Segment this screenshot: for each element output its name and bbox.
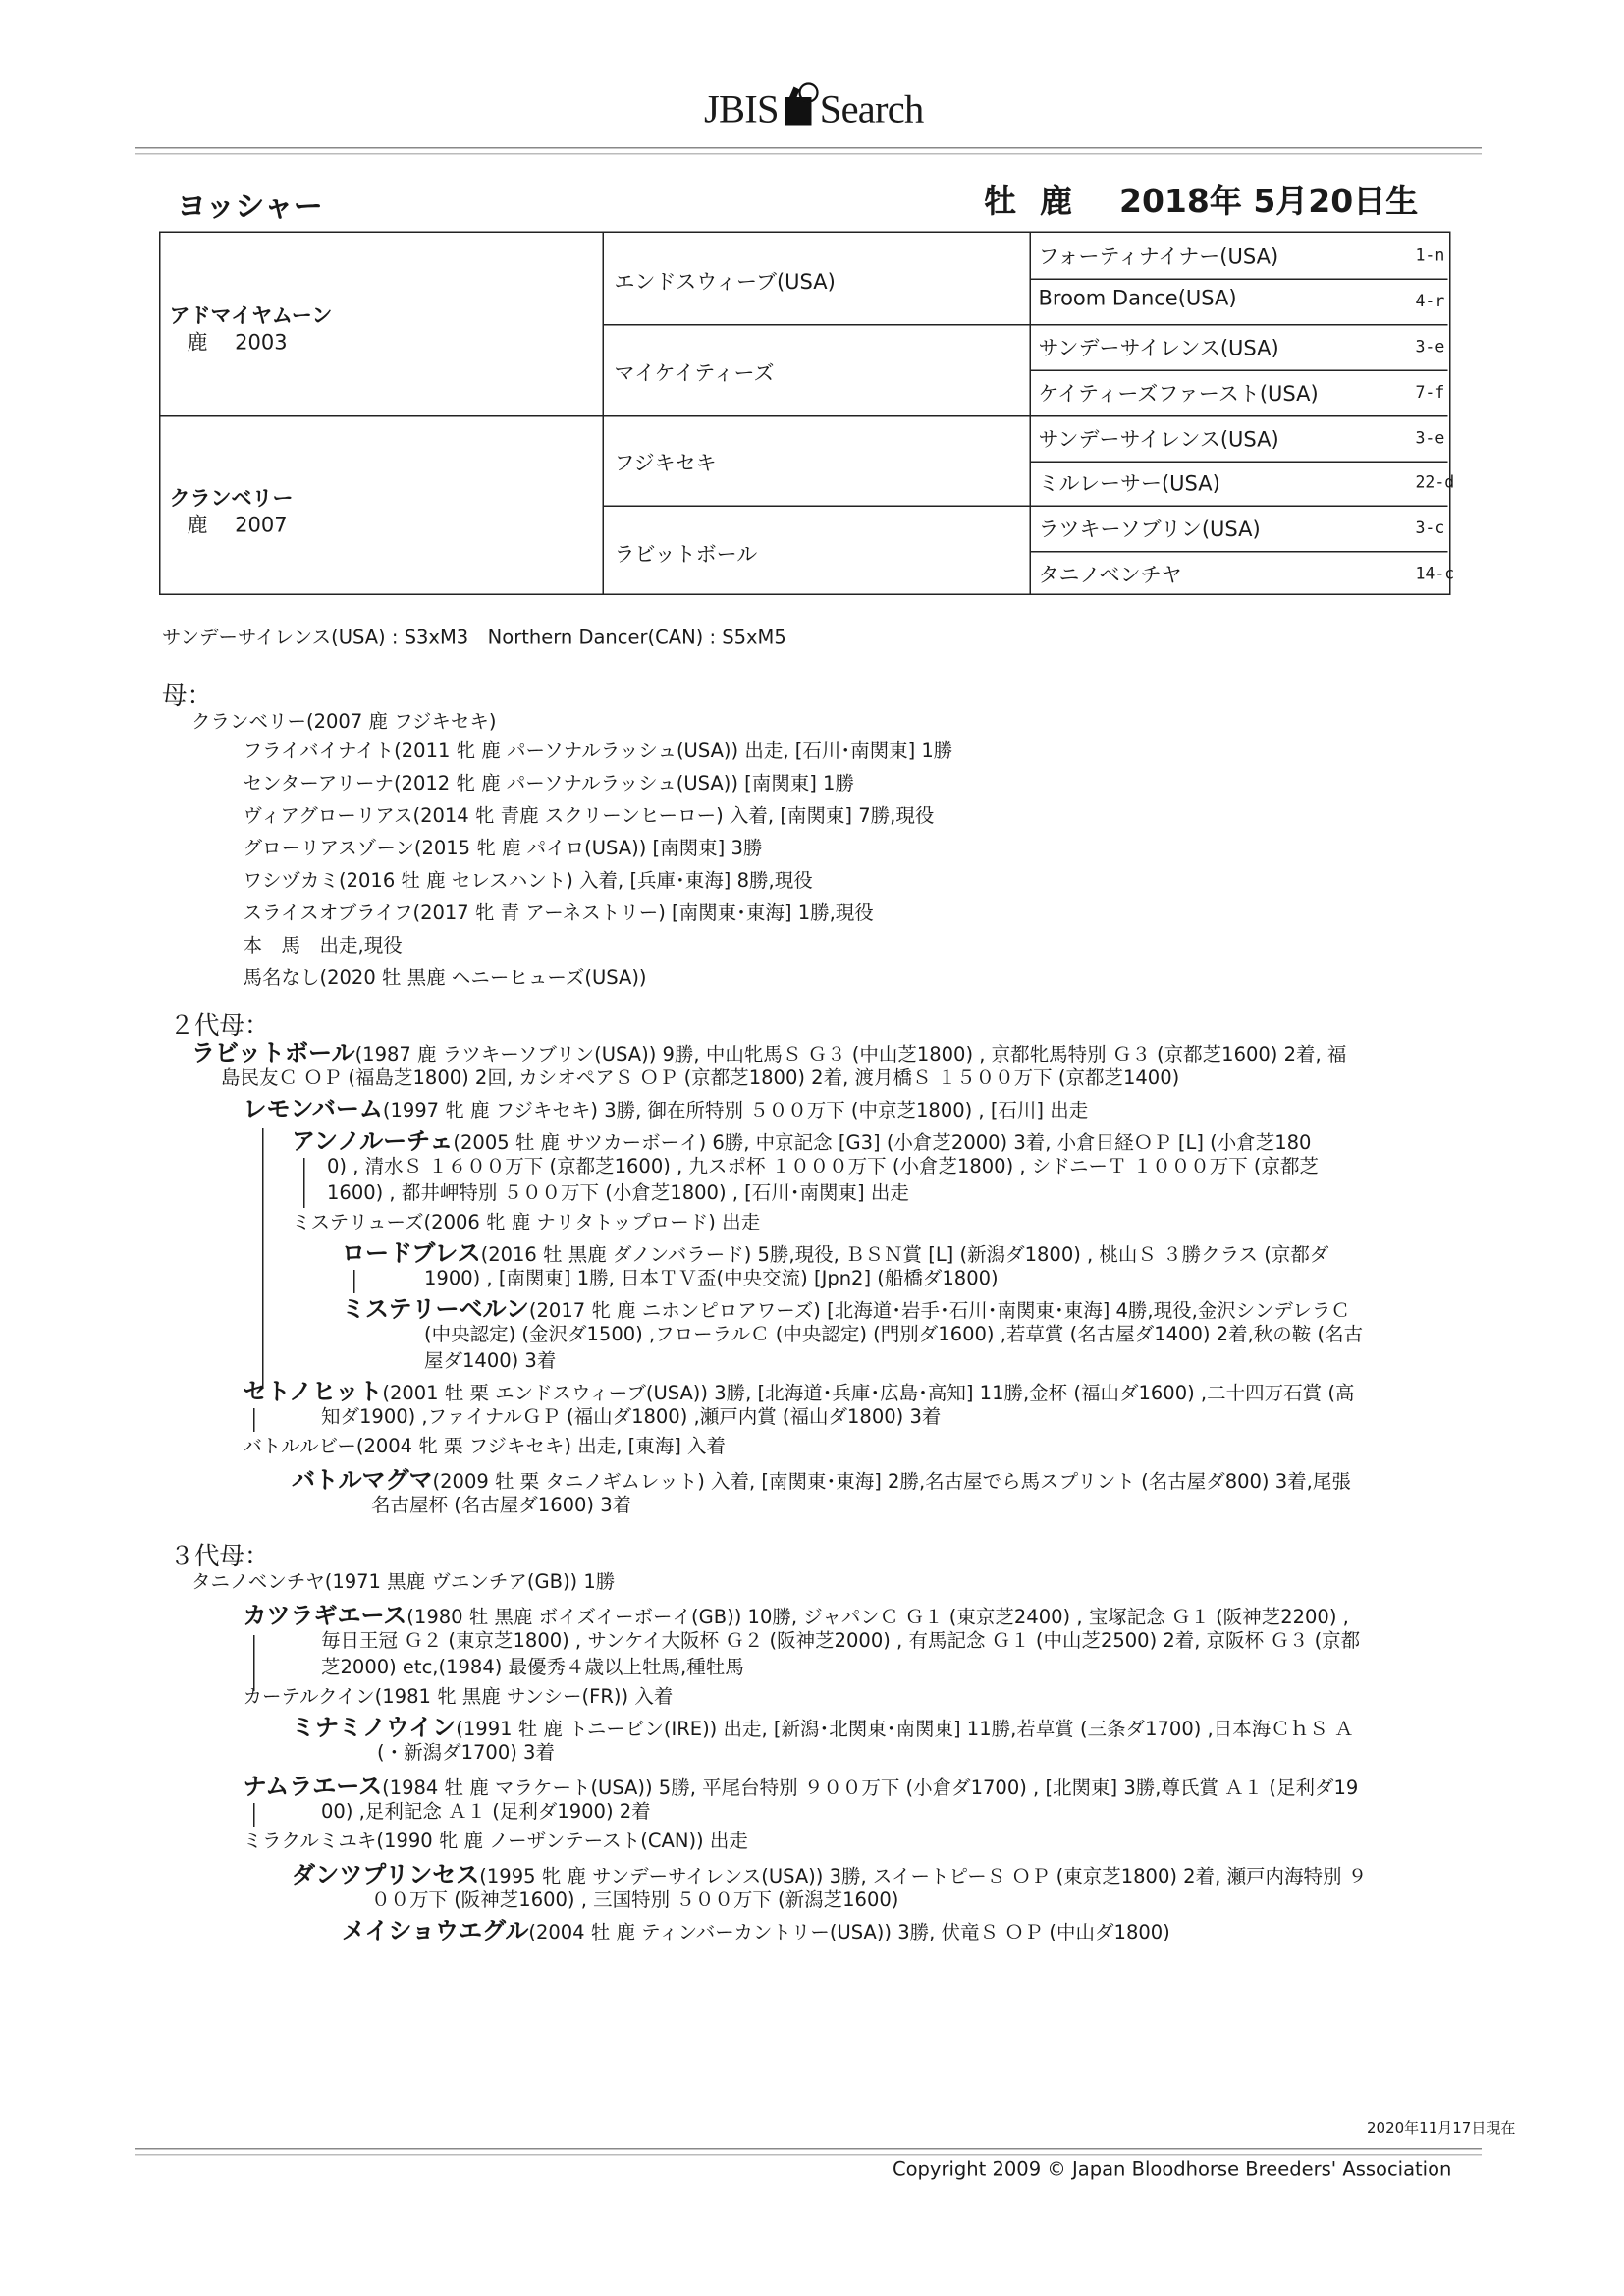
family-line: (・新潟ダ1700) 3着: [377, 1742, 555, 1765]
pedigree-divider: [603, 506, 1448, 508]
family-line: 屋ダ1400) 3着: [424, 1350, 557, 1373]
family-line: ００万下 (阪神芝1600) , 三国特別 ５００万下 (新潟芝1600): [371, 1889, 899, 1912]
dam-color-year: 鹿 2007: [187, 514, 288, 538]
gen3-ancestor: ミルレーサー(USA): [1038, 472, 1220, 497]
family-line: ミナミノウイン(1991 牡 鹿 トニービン(IRE)) 出走, [新潟･北関東･南関東] 11勝,若草賞 (三条ダ1700) ,日本海ＣｈＳ Ａ: [292, 1713, 1354, 1741]
gen3-ancestor: タニノベンチヤ: [1038, 564, 1182, 588]
horse-color: 鹿: [1040, 184, 1073, 221]
family-line: 芝2000) etc,(1984) 最優秀４歳以上牡馬,種牡馬: [321, 1657, 744, 1679]
family-line: クランベリー(2007 鹿 フジキセキ): [191, 711, 497, 734]
section-heading-dam: 母：: [162, 682, 212, 712]
family-line: ダンツプリンセス(1995 牝 鹿 サンデーサイレンス(USA)) 3勝, スイートピーＳ ＯＰ (東京芝1800) 2着, 瀬戸内海特別 ９: [292, 1860, 1368, 1888]
family-line: レモンバーム(1997 牝 鹿 フジキセキ) 3勝, 御在所特別 ５００万下 (中京芝1800) , [石川] 出走: [243, 1094, 1089, 1122]
gen3-ancestor: サンデーサイレンス(USA): [1038, 337, 1279, 361]
pedigree-divider: [1030, 279, 1448, 281]
gen2-ancestor: マイケイティーズ: [614, 362, 775, 386]
pedigree-divider: [1030, 462, 1448, 464]
copyright-notice: Copyright 2009 © Japan Bloodhorse Breeders' Association: [893, 2159, 1452, 2182]
gen2-ancestor: エンドスウィーブ(USA): [614, 271, 836, 295]
family-line: 馬名なし(2020 牡 黒鹿 ヘニーヒューズ(USA)): [243, 967, 647, 990]
logo-text-left: JBIS: [704, 86, 779, 132]
family-line: フライバイナイト(2011 牝 鹿 パーソナルラッシュ(USA)) 出走, [石川･南関東] 1勝: [243, 740, 953, 763]
family-number: 3-c: [1415, 519, 1445, 538]
gen3-ancestor: サンデーサイレンス(USA): [1038, 428, 1279, 453]
family-number: 1-n: [1415, 246, 1445, 265]
family-line: 島民友Ｃ ＯＰ (福島芝1800) 2回, カシオペアＳ ＯＰ (京都芝1800) 2着, 渡月橋Ｓ １５００万下 (京都芝1400): [221, 1067, 1180, 1090]
family-line: センターアリーナ(2012 牝 鹿 パーソナルラッシュ(USA)) [南関東] 1勝: [243, 773, 854, 795]
family-line: 毎日王冠 Ｇ２ (東京芝1800) , サンケイ大阪杯 Ｇ２ (阪神芝2000) , 有馬記念 Ｇ１ (中山芝2500) 2着, 京阪杯 Ｇ３ (京都: [321, 1630, 1361, 1653]
jbis-search-logo: [704, 82, 924, 137]
family-number: 14-c: [1415, 564, 1455, 583]
family-line: メイショウエグル(2004 牡 鹿 ティンバーカントリー(USA)) 3勝, 伏竜Ｓ ＯＰ (中山ダ1800): [342, 1916, 1170, 1944]
sire-name: アドマイヤムーン: [169, 304, 333, 329]
family-line: (中央認定) (金沢ダ1500) ,フローラルＣ (中央認定) (門別ダ1600) ,若草賞 (名古屋ダ1400) 2着,秋の鞍 (名古: [424, 1324, 1364, 1346]
pedigree-table: [159, 232, 1455, 596]
horse-birth-date: 2018年 5月20日生: [1119, 184, 1419, 221]
sire-color-year: 鹿 2003: [187, 331, 288, 355]
footer-rule: [135, 2148, 1482, 2156]
family-line: 1900) , [南関東] 1勝, 日本ＴＶ盃(中央交流) [Jpn2] (船橋ダ1800): [424, 1268, 999, 1290]
family-number: 22-d: [1415, 472, 1455, 492]
family-line: ワシヅカミ(2016 牡 鹿 セレスハント) 入着, [兵庫･東海] 8勝,現役: [243, 870, 813, 893]
horse-name: ヨッシャー: [177, 189, 323, 224]
pedigree-divider: [603, 233, 605, 594]
family-line: ヴィアグローリアス(2014 牝 青鹿 スクリーンヒーロー) 入着, [南関東] 7勝,現役: [243, 805, 935, 828]
family-line: 1600) , 都井岬特別 ５００万下 (小倉芝1800) , [石川･南関東] 出走: [327, 1182, 909, 1205]
family-line: 0) , 清水Ｓ １６００万下 (京都芝1600) , 九スポ杯 １０００万下 (小倉芝1800) , シドニーＴ １０００万下 (京都芝: [327, 1156, 1320, 1178]
family-line: グローリアスゾーン(2015 牝 鹿 パイロ(USA)) [南関東] 3勝: [243, 838, 763, 860]
family-number: 3-e: [1415, 337, 1445, 356]
family-line: アンノルーチェ(2005 牡 鹿 サツカーボーイ) 6勝, 中京記念 [G3] (小倉芝2000) 3着, 小倉日経ＯＰ [L] (小倉芝180: [292, 1126, 1312, 1155]
gen2-ancestor: フジキセキ: [614, 452, 717, 476]
family-line: ロードブレス(2016 牡 黒鹿 ダノンバラード) 5勝,現役, ＢＳＮ賞 [L] (新潟ダ1800) , 桃山Ｓ ３勝クラス (京都ダ: [342, 1238, 1329, 1267]
family-line: セトノヒット(2001 牡 栗 エンドスウィーブ(USA)) 3勝, [北海道･兵庫･広島･高知] 11勝,金杯 (福山ダ1600) ,二十四万石賞 (高: [243, 1377, 1355, 1405]
pedigree-divider: [603, 324, 1448, 326]
gen3-ancestor: ケイティーズファースト(USA): [1038, 383, 1319, 407]
family-number: 7-f: [1415, 383, 1445, 403]
family-number: 4-r: [1415, 292, 1445, 311]
gen3-ancestor: フォーティナイナー(USA): [1038, 246, 1279, 270]
family-line: 名古屋杯 (名古屋ダ1600) 3着: [371, 1495, 632, 1517]
family-line: バトルルビー(2004 牝 栗 フジキセキ) 出走, [東海] 入着: [243, 1436, 727, 1458]
lineage-bar: [253, 1803, 255, 1827]
section-heading-second-dam: ２代母：: [169, 1011, 270, 1042]
pedigree-divider: [161, 415, 1448, 417]
family-line: ミステリーベルン(2017 牝 鹿 ニホンピロアワーズ) [北海道･岩手･石川･南関東･東海] 4勝,現役,金沢シンデレラＣ: [342, 1294, 1350, 1323]
gen3-ancestor: ラツキーソブリン(USA): [1038, 519, 1261, 542]
lineage-bar: [253, 1635, 255, 1691]
family-line: ミラクルミユキ(1990 牝 鹿 ノーザンテースト(CAN)) 出走: [243, 1831, 748, 1853]
horse-bucket-icon: [780, 82, 818, 137]
logo-text-right: Search: [819, 86, 924, 132]
inbreeding-note: サンデーサイレンス(USA) : S3xM3 Northern Dancer(CAN) : S5xM5: [162, 628, 786, 650]
family-line: 本 馬 出走,現役: [243, 935, 403, 957]
header-rule: [135, 147, 1482, 155]
pedigree-divider: [1030, 551, 1448, 553]
family-line: カーテルクイン(1981 牝 黒鹿 サンシー(FR)) 入着: [243, 1686, 674, 1709]
family-line: 知ダ1900) ,ファイナルＧＰ (福山ダ1800) ,瀬戸内賞 (福山ダ1800) 3着: [321, 1406, 942, 1429]
lineage-bar: [303, 1158, 305, 1208]
gen3-ancestor: Broom Dance(USA): [1038, 287, 1237, 311]
family-line: バトルマグマ(2009 牡 栗 タニノギムレット) 入着, [南関東･東海] 2勝,名古屋でら馬スプリント (名古屋ダ800) 3着,尾張: [292, 1465, 1351, 1494]
section-heading-third-dam: ３代母：: [169, 1542, 270, 1572]
as-of-date: 2020年11月17日現在: [1367, 2121, 1516, 2138]
family-line: タニノベンチヤ(1971 黒鹿 ヴエンチア(GB)) 1勝: [191, 1571, 616, 1594]
lineage-bar: [253, 1408, 255, 1432]
gen2-ancestor: ラビットボール: [614, 543, 758, 568]
lineage-bar: [353, 1270, 355, 1293]
pedigree-divider: [1030, 233, 1032, 594]
family-number: 3-e: [1415, 428, 1445, 448]
dam-name: クランベリー: [169, 487, 294, 512]
family-line: ラビットボール(1987 鹿 ラツキーソブリン(USA)) 9勝, 中山牝馬Ｓ Ｇ３ (中山芝1800) , 京都牝馬特別 Ｇ３ (京都芝1600) 2着, 福: [191, 1038, 1347, 1066]
family-line: カツラギエース(1980 牡 黒鹿 ボイズイーボーイ(GB)) 10勝, ジャパンＣ Ｇ１ (東京芝2400) , 宝塚記念 Ｇ１ (阪神芝2200) ,: [243, 1601, 1349, 1629]
horse-sex: 牡: [984, 184, 1017, 221]
family-line: ナムラエース(1984 牡 鹿 マラケート(USA)) 5勝, 平尾台特別 ９００万下 (小倉ダ1700) , [北関東] 3勝,尊氏賞 Ａ１ (足利ダ19: [243, 1772, 1359, 1800]
pedigree-divider: [1030, 370, 1448, 372]
family-line: ミステリューズ(2006 牝 鹿 ナリタトップロード) 出走: [292, 1212, 761, 1234]
family-line: スライスオブライフ(2017 牝 青 アーネストリー) [南関東･東海] 1勝,現役: [243, 902, 874, 925]
family-line: 00) ,足利記念 Ａ１ (足利ダ1900) 2着: [321, 1801, 651, 1824]
lineage-bar: [262, 1128, 264, 1388]
